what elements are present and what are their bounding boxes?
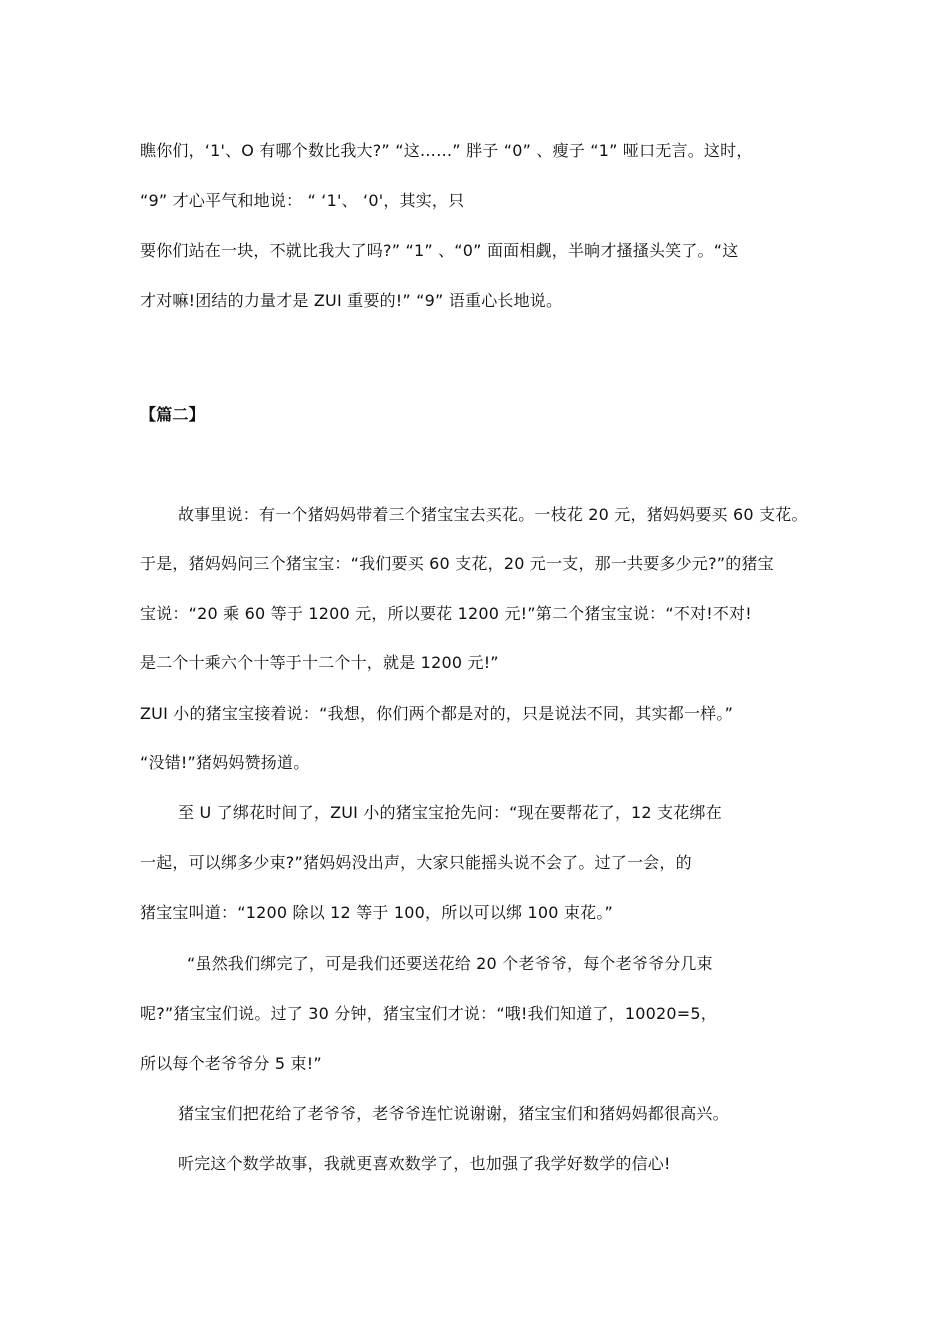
paragraph-line: “虽然我们绑完了，可是我们还要送花给 20 个老爷爷，每个老爷爷分几束: [187, 954, 713, 973]
paragraph-line: 是二个十乘六个十等于十二个十，就是 1200 元!”: [140, 653, 499, 672]
paragraph-line: 要你们站在一块，不就比我大了吗?” “1” 、“0” 面面相觑，半晌才搔搔头笑了。“这: [140, 241, 739, 260]
paragraph-line: 猪宝宝叫道：“1200 除以 12 等于 100，所以可以绑 100 束花。”: [140, 903, 614, 922]
paragraph-line: 听完这个数学故事，我就更喜欢数学了，也加强了我学好数学的信心!: [178, 1154, 671, 1173]
paragraph-line: 瞧你们，‘1'、O 有哪个数比我大?” “这……” 胖子 “0” 、瘦子 “1” 哑口无言。这时，: [140, 141, 753, 160]
paragraph-line: “9” 才心平气和地说： “ ‘1'、 ‘0'，其实，只: [140, 191, 465, 210]
paragraph-line: 于是，猪妈妈问三个猪宝宝：“我们要买 60 支花，20 元一支，那一共要多少元?”的猪宝: [140, 554, 774, 573]
paragraph-line: 故事里说：有一个猪妈妈带着三个猪宝宝去买花。一枝花 20 元，猪妈妈要买 60 支花。: [178, 505, 808, 524]
paragraph-line: 至 U 了绑花时间了，ZUI 小的猪宝宝抢先问：“现在要帮花了，12 支花绑在: [178, 803, 722, 822]
paragraph-line: 呢?”猪宝宝们说。过了 30 分钟，猪宝宝们才说：“哦!我们知道了，10020=5，: [140, 1004, 717, 1023]
paragraph-line: 一起，可以绑多少束?”猪妈妈没出声，大家只能摇头说不会了。过了一会，的: [140, 853, 692, 872]
paragraph-line: “没错!”猪妈妈赞扬道。: [140, 753, 310, 772]
paragraph-line: 宝说：“20 乘 60 等于 1200 元，所以要花 1200 元!”第二个猪宝宝说：“不对!不对!: [140, 604, 752, 623]
paragraph-line: 猪宝宝们把花给了老爷爷，老爷爷连忙说谢谢，猪宝宝们和猪妈妈都很高兴。: [178, 1104, 729, 1123]
section-heading: 【篇二】: [140, 405, 205, 424]
paragraph-line: 才对嘛!团结的力量才是 ZUI 重要的!” “9” 语重心长地说。: [140, 291, 563, 310]
paragraph-line: 所以每个老爷爷分 5 束!”: [140, 1054, 322, 1073]
paragraph-line: ZUI 小的猪宝宝接着说：“我想，你们两个都是对的，只是说法不同，其实都一样。”: [140, 704, 734, 723]
